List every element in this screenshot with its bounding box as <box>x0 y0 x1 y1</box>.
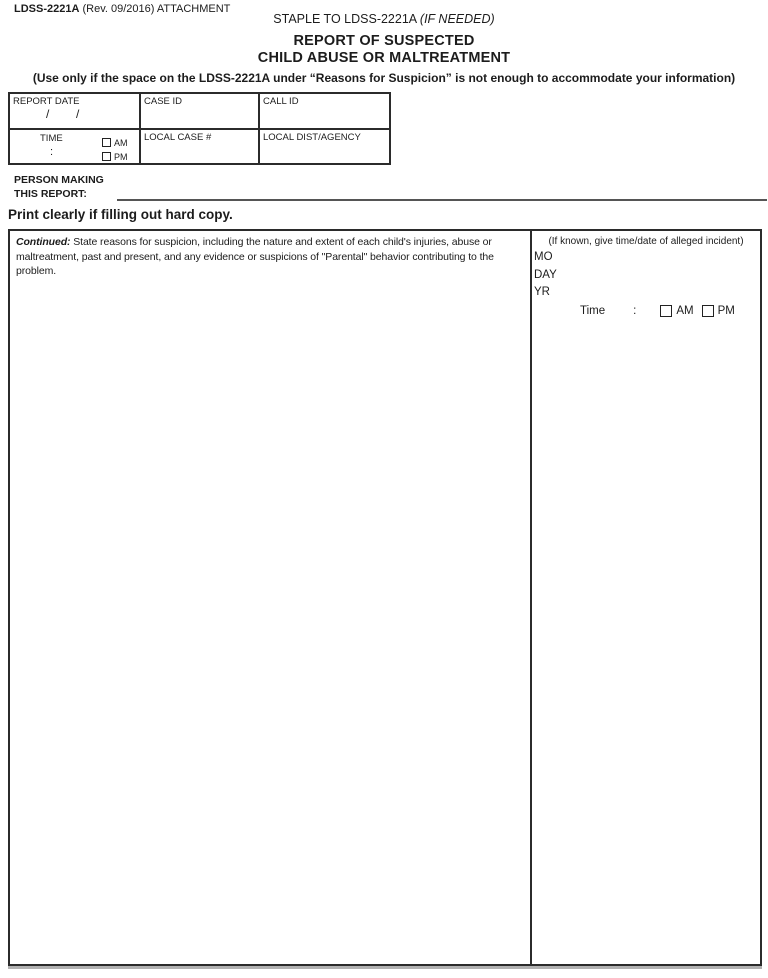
staple-if-needed: (IF NEEDED) <box>419 12 495 26</box>
incident-year-field[interactable] <box>532 284 760 302</box>
staple-instruction <box>0 12 768 26</box>
incident-time-colon: : <box>633 304 637 317</box>
case-id-field[interactable] <box>140 93 259 129</box>
incident-pm-checkbox[interactable] <box>702 305 714 317</box>
reasons-for-suspicion-writing-area[interactable] <box>10 231 530 964</box>
form-title-line2: CHILD ABUSE OR MALTREATMENT <box>257 50 511 66</box>
incident-time-label: Time <box>580 304 606 317</box>
date-slash: / <box>76 107 80 121</box>
report-date-label: REPORT DATE <box>13 96 80 107</box>
report-info-table <box>8 92 391 165</box>
local-case-field[interactable] <box>140 129 259 164</box>
time-label: TIME <box>40 133 63 144</box>
ampm-checkboxes <box>102 136 128 164</box>
continued-label: Continued: <box>16 236 71 248</box>
report-time-field[interactable] <box>9 129 140 164</box>
form-title <box>0 33 768 67</box>
continuation-box <box>8 229 762 966</box>
local-dist-label: LOCAL DIST/AGENCY <box>263 132 361 143</box>
call-id-field[interactable] <box>259 93 390 129</box>
am-label: AM <box>114 138 128 148</box>
incident-am-label: AM <box>676 304 694 317</box>
mo-label: MO <box>534 251 553 263</box>
local-dist-field[interactable] <box>259 129 390 164</box>
time-colon: : <box>50 146 54 158</box>
form-title-line1: REPORT OF SUSPECTED <box>293 33 475 49</box>
pm-label: PM <box>114 152 128 162</box>
am-checkbox[interactable] <box>102 138 111 147</box>
form-id: LDSS-2221A <box>14 3 80 15</box>
local-case-label: LOCAL CASE # <box>144 132 212 143</box>
staple-text: STAPLE TO LDSS-2221A <box>273 12 420 26</box>
person-label-line1: PERSON MAKING <box>14 174 104 186</box>
day-label: DAY <box>534 268 557 281</box>
yr-label: YR <box>534 286 550 298</box>
incident-pm-label: PM <box>717 304 735 317</box>
incident-month-field[interactable] <box>532 249 760 267</box>
reasons-instructions: State reasons for suspicion, including the nature and extent of each child's injuries, abuse or maltreatment, past and present, and any evidence or suspicions of "Parental" behavior contributing to the problem. <box>16 236 494 277</box>
pm-checkbox[interactable] <box>102 152 111 161</box>
usage-note: (Use only if the space on the LDSS-2221A under “Reasons for Suspicion” is not enough to accommodate your information) <box>32 71 736 85</box>
incident-datetime-panel <box>530 231 760 964</box>
person-making-report-input-line[interactable] <box>117 199 767 201</box>
incident-am-checkbox[interactable] <box>660 305 672 317</box>
print-clearly-note: Print clearly if filling out hard copy. <box>8 207 233 222</box>
case-id-label: CASE ID <box>144 96 183 107</box>
incident-day-field[interactable] <box>532 267 760 285</box>
incident-time-field[interactable] <box>532 305 760 317</box>
person-making-report-label <box>14 174 104 201</box>
incident-panel-header: (If known, give time/date of alleged incident) <box>548 236 744 247</box>
person-label-line2: THIS REPORT: <box>14 187 87 200</box>
date-slash: / <box>46 107 50 121</box>
form-revision: (Rev. 09/2016) ATTACHMENT <box>79 3 231 15</box>
call-id-label: CALL ID <box>263 96 299 107</box>
report-date-field[interactable] <box>9 93 140 129</box>
